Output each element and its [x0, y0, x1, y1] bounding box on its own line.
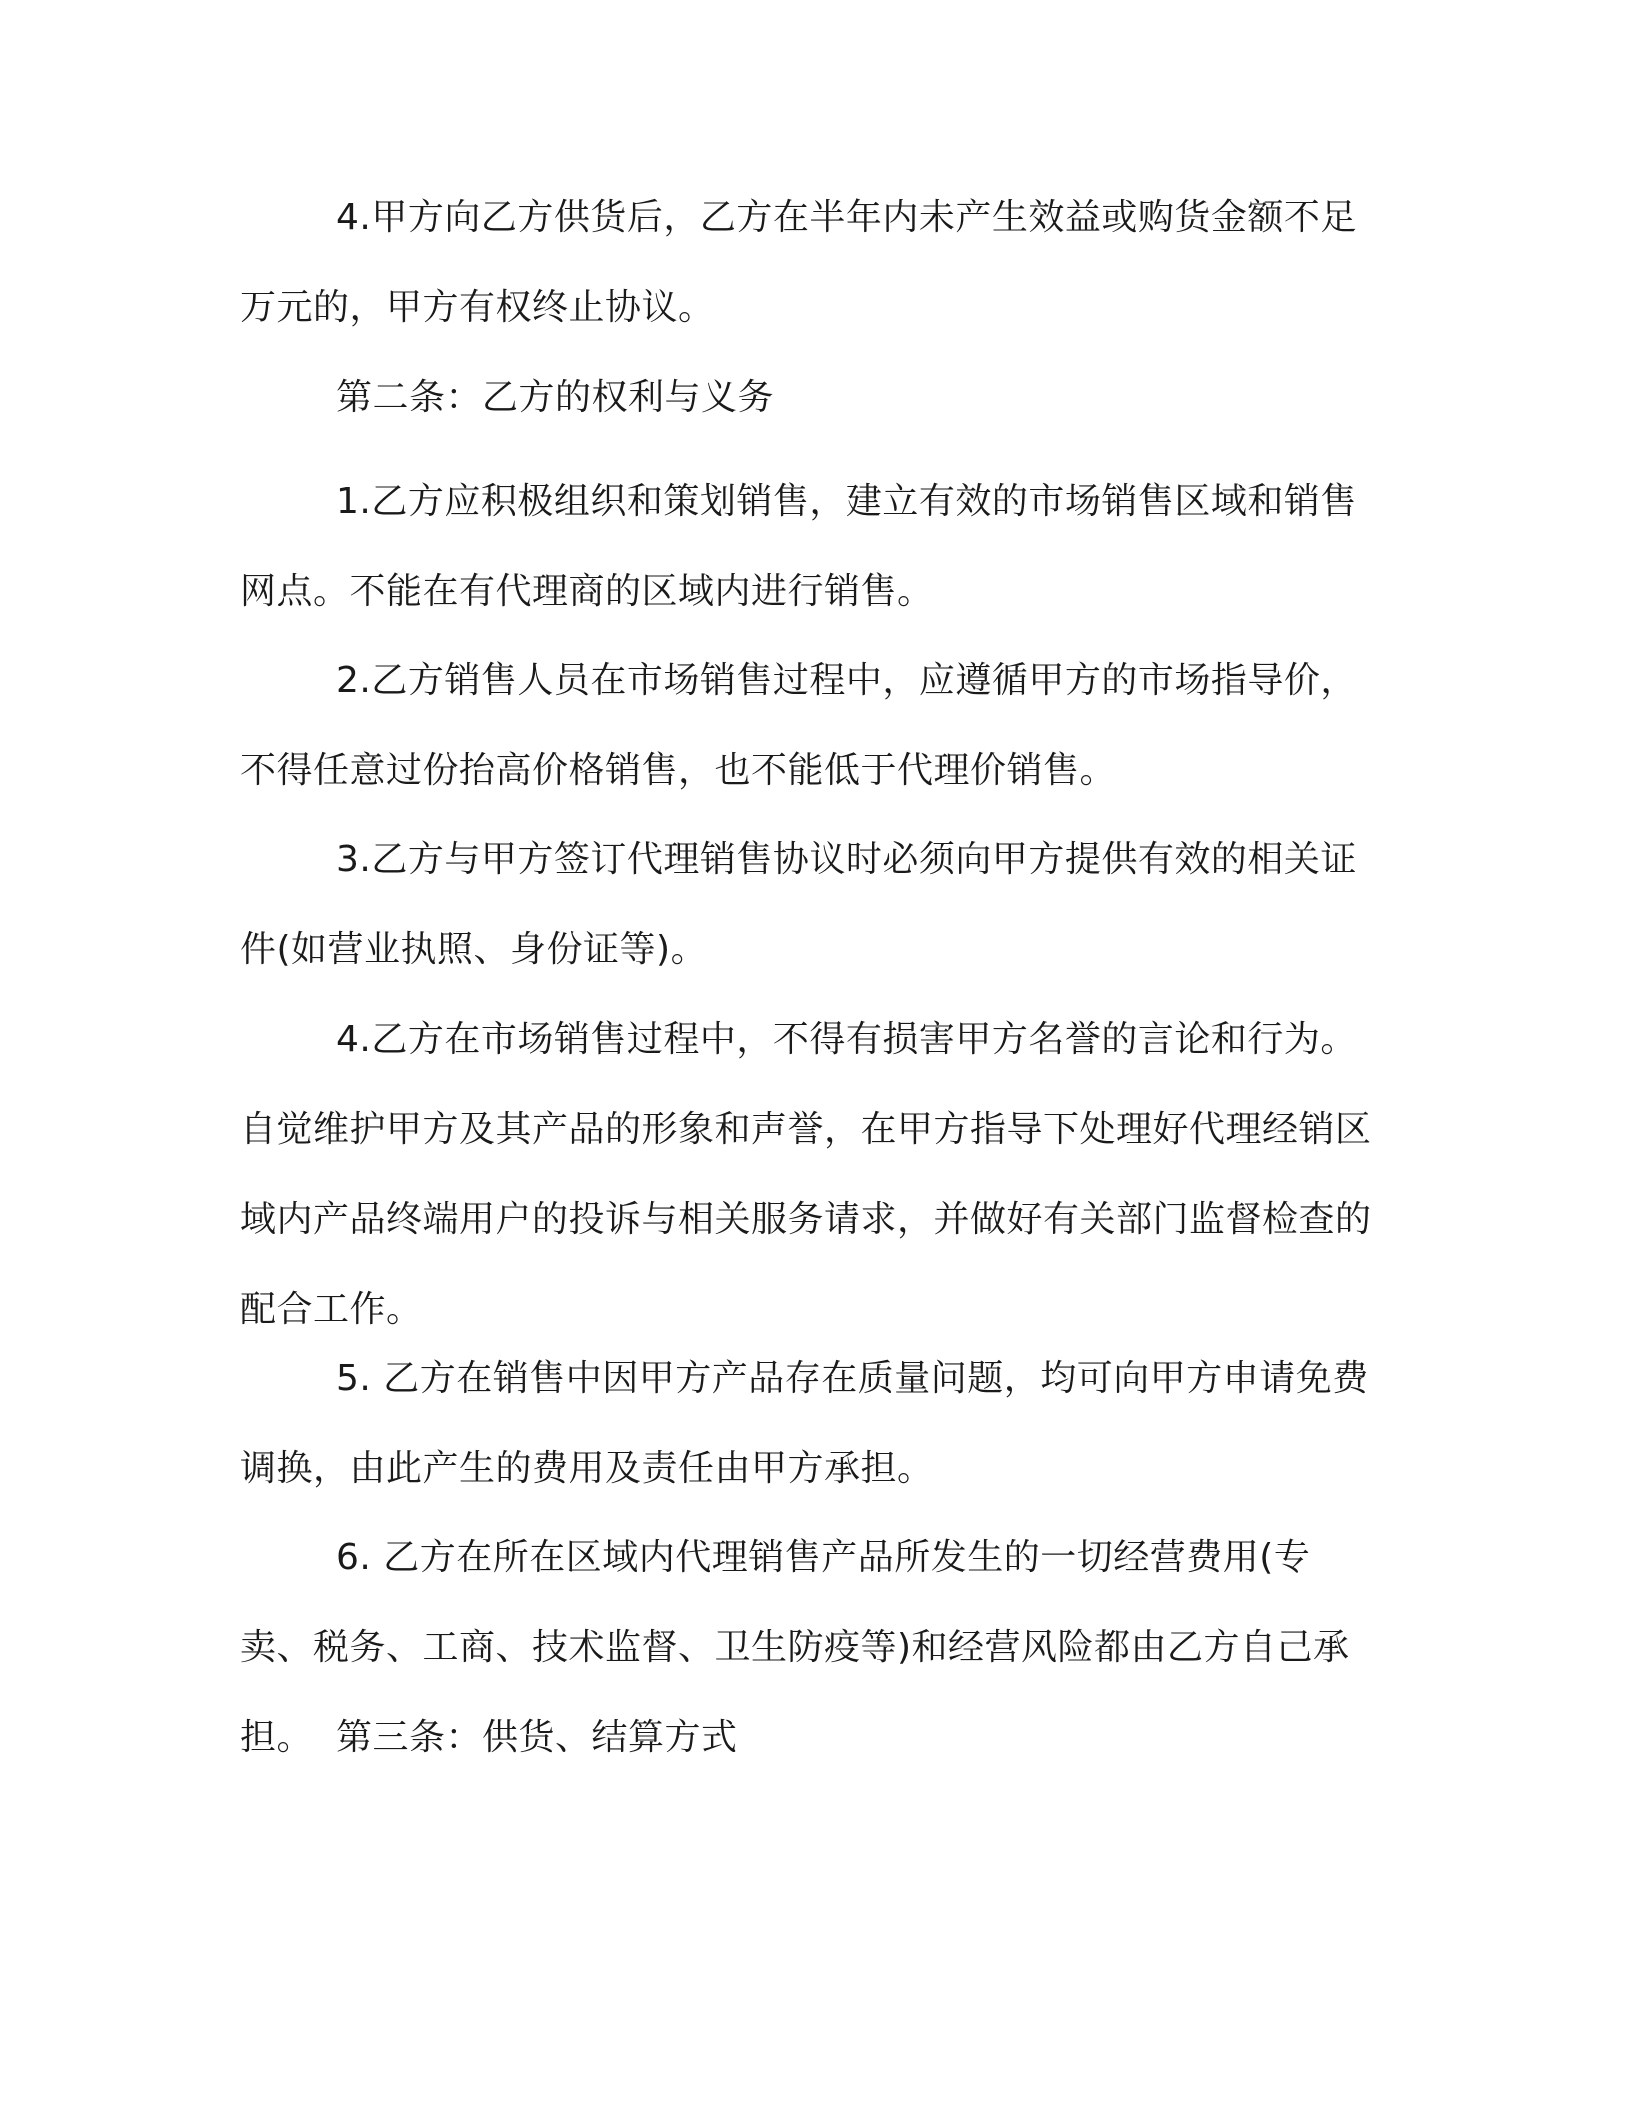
paragraph-2-6: 6. 乙方在所在区域内代理销售产品所发生的一切经营费用(专卖、税务、工商、技术监督、卫生防疫等)和经营风险都由乙方自己承担。 — [240, 1537, 1350, 1758]
paragraph-2-1: 1.乙方应积极组织和策划销售，建立有效的市场销售区域和销售网点。不能在有代理商的区域内进行销售。 — [240, 481, 1357, 612]
paragraph-2-5: 5. 乙方在销售中因甲方产品存在质量问题，均可向甲方申请免费调换，由此产生的费用及责任由甲方承担。 — [240, 1358, 1369, 1489]
paragraph-2-3: 3.乙方与甲方签订代理销售协议时必须向甲方提供有效的相关证件(如营业执照、身份证等)。 — [240, 839, 1357, 970]
article-3-heading: 第三条：供货、结算方式 — [336, 1717, 738, 1758]
paragraph-2-4: 4.乙方在市场销售过程中，不得有损害甲方名誉的言论和行为。自觉维护甲方及其产品的形象和声誉，在甲方指导下处理好代理经销区域内产品终端用户的投诉与相关服务请求，并做好有关部门监督检查的配合工作。 — [240, 1019, 1372, 1330]
paragraph-1-4-termination: 4.甲方向乙方供货后，乙方在半年内未产生效益或购货金额不足万元的，甲方有权终止协议。 — [240, 197, 1357, 328]
paragraph-2-2: 2.乙方销售人员在市场销售过程中，应遵循甲方的市场指导价，不得任意过份抬高价格销售，也不能低于代理价销售。 — [240, 660, 1357, 791]
article-2-heading: 第二条：乙方的权利与义务 — [336, 377, 775, 418]
